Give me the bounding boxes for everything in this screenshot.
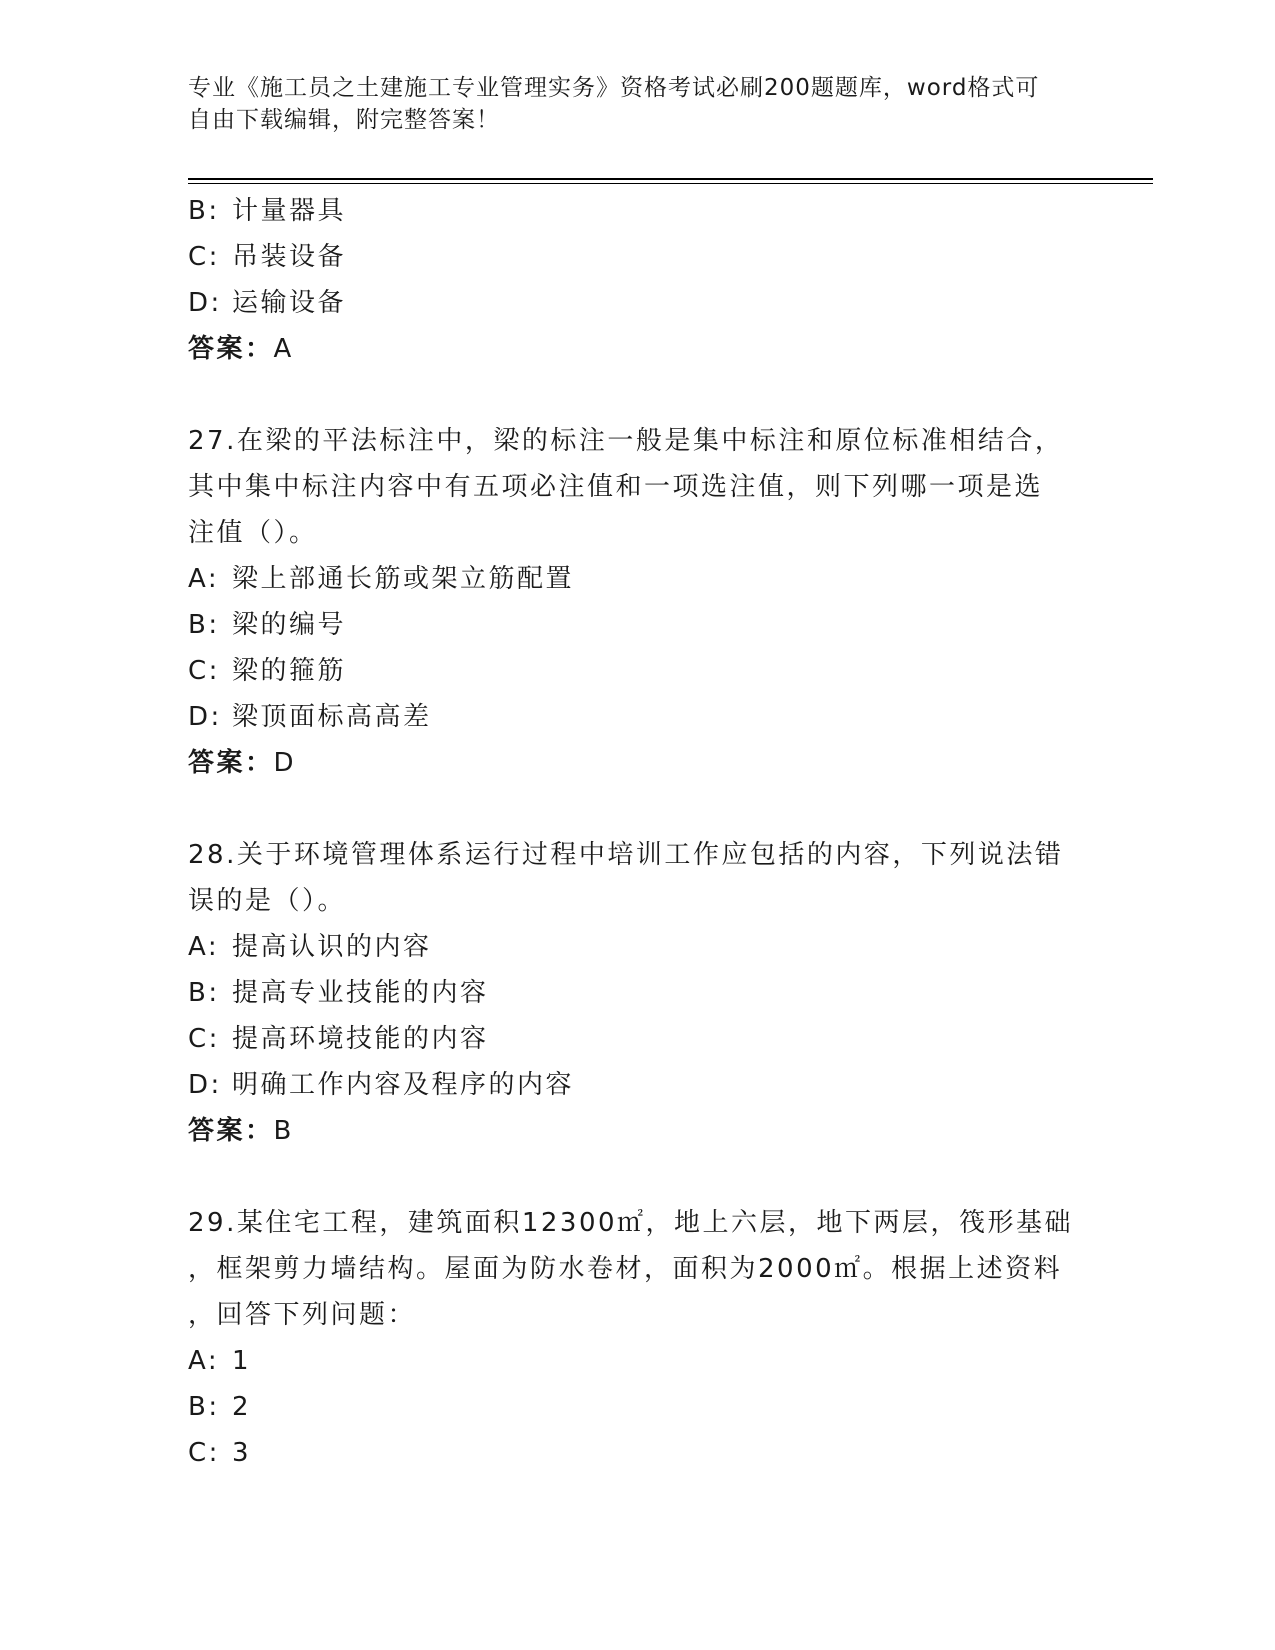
option-a <box>188 556 1088 602</box>
spacer <box>188 1154 1088 1200</box>
question-text-line: 29.某住宅工程，建筑面积12300㎡，地上六层，地下两层，筏形基础 <box>188 1208 1074 1238</box>
option-text: 提高环境技能的内容 <box>232 1024 489 1054</box>
option-key: D: <box>188 1070 222 1100</box>
option-text: 3 <box>232 1438 252 1468</box>
option-key: B: <box>188 978 220 1008</box>
option-key: C: <box>188 242 220 272</box>
option-key: B: <box>188 196 220 226</box>
answer-label: 答案： <box>188 748 274 778</box>
header-title-line-1: 专业《施工员之土建施工专业管理实务》资格考试必刷200题题库，word格式可 <box>188 75 1040 101</box>
option-key: B: <box>188 1392 220 1422</box>
option-text: 梁上部通长筋或架立筋配置 <box>232 564 575 594</box>
option-text: 计量器具 <box>232 196 347 226</box>
question-list <box>188 188 1088 1476</box>
option-b <box>188 602 1088 648</box>
option-a <box>188 924 1088 970</box>
option-key: C: <box>188 656 220 686</box>
option-text: 提高专业技能的内容 <box>232 978 489 1008</box>
option-key: A: <box>188 932 220 962</box>
question-text <box>188 418 1088 556</box>
document-header <box>188 72 1068 136</box>
option-c <box>188 234 1088 280</box>
option-key: C: <box>188 1438 220 1468</box>
option-text: 运输设备 <box>232 288 347 318</box>
option-b <box>188 970 1088 1016</box>
option-key: A: <box>188 1346 220 1376</box>
question-text-line: 27.在梁的平法标注中，梁的标注一般是集中标注和原位标准相结合， <box>188 426 1064 456</box>
option-text: 梁顶面标高高差 <box>232 702 432 732</box>
option-text: 吊装设备 <box>232 242 347 272</box>
question-text <box>188 832 1088 924</box>
header-divider-thin <box>188 183 1153 184</box>
spacer <box>188 786 1088 832</box>
option-a <box>188 1338 1088 1384</box>
option-d <box>188 280 1088 326</box>
option-d <box>188 1062 1088 1108</box>
question-27 <box>188 418 1088 786</box>
question-26-tail <box>188 188 1088 372</box>
question-text-line: ，框架剪力墙结构。屋面为防水卷材，面积为2000㎡。根据上述资料 <box>188 1254 1063 1284</box>
answer-value: D <box>273 748 297 778</box>
question-29 <box>188 1200 1088 1476</box>
answer-label: 答案： <box>188 1116 274 1146</box>
question-text-line: 28.关于环境管理体系运行过程中培训工作应包括的内容，下列说法错 <box>188 840 1064 870</box>
option-key: D: <box>188 702 222 732</box>
answer-label: 答案： <box>188 334 274 364</box>
answer-line <box>188 1108 1088 1154</box>
question-text-line: ，回答下列问题： <box>188 1300 417 1330</box>
question-text-line: 误的是（）。 <box>188 886 347 916</box>
question-text <box>188 1200 1088 1338</box>
option-text: 梁的箍筋 <box>232 656 347 686</box>
option-c <box>188 1016 1088 1062</box>
answer-line <box>188 326 1088 372</box>
option-key: B: <box>188 610 220 640</box>
answer-line <box>188 740 1088 786</box>
option-d <box>188 694 1088 740</box>
option-b <box>188 188 1088 234</box>
option-text: 梁的编号 <box>232 610 347 640</box>
question-text-line: 其中集中标注内容中有五项必注值和一项选注值，则下列哪一项是选 <box>188 472 1044 502</box>
spacer <box>188 372 1088 418</box>
header-title-line-2: 自由下载编辑，附完整答案！ <box>188 107 500 133</box>
header-divider-thick <box>188 178 1153 180</box>
option-key: D: <box>188 288 222 318</box>
option-text: 明确工作内容及程序的内容 <box>232 1070 575 1100</box>
option-text: 2 <box>232 1392 252 1422</box>
option-c <box>188 1430 1088 1476</box>
answer-value: B <box>273 1116 294 1146</box>
option-b <box>188 1384 1088 1430</box>
question-28 <box>188 832 1088 1154</box>
option-text: 1 <box>232 1346 252 1376</box>
answer-value: A <box>273 334 294 364</box>
option-key: C: <box>188 1024 220 1054</box>
option-text: 提高认识的内容 <box>232 932 432 962</box>
question-text-line: 注值（）。 <box>188 518 318 548</box>
option-c <box>188 648 1088 694</box>
option-key: A: <box>188 564 220 594</box>
